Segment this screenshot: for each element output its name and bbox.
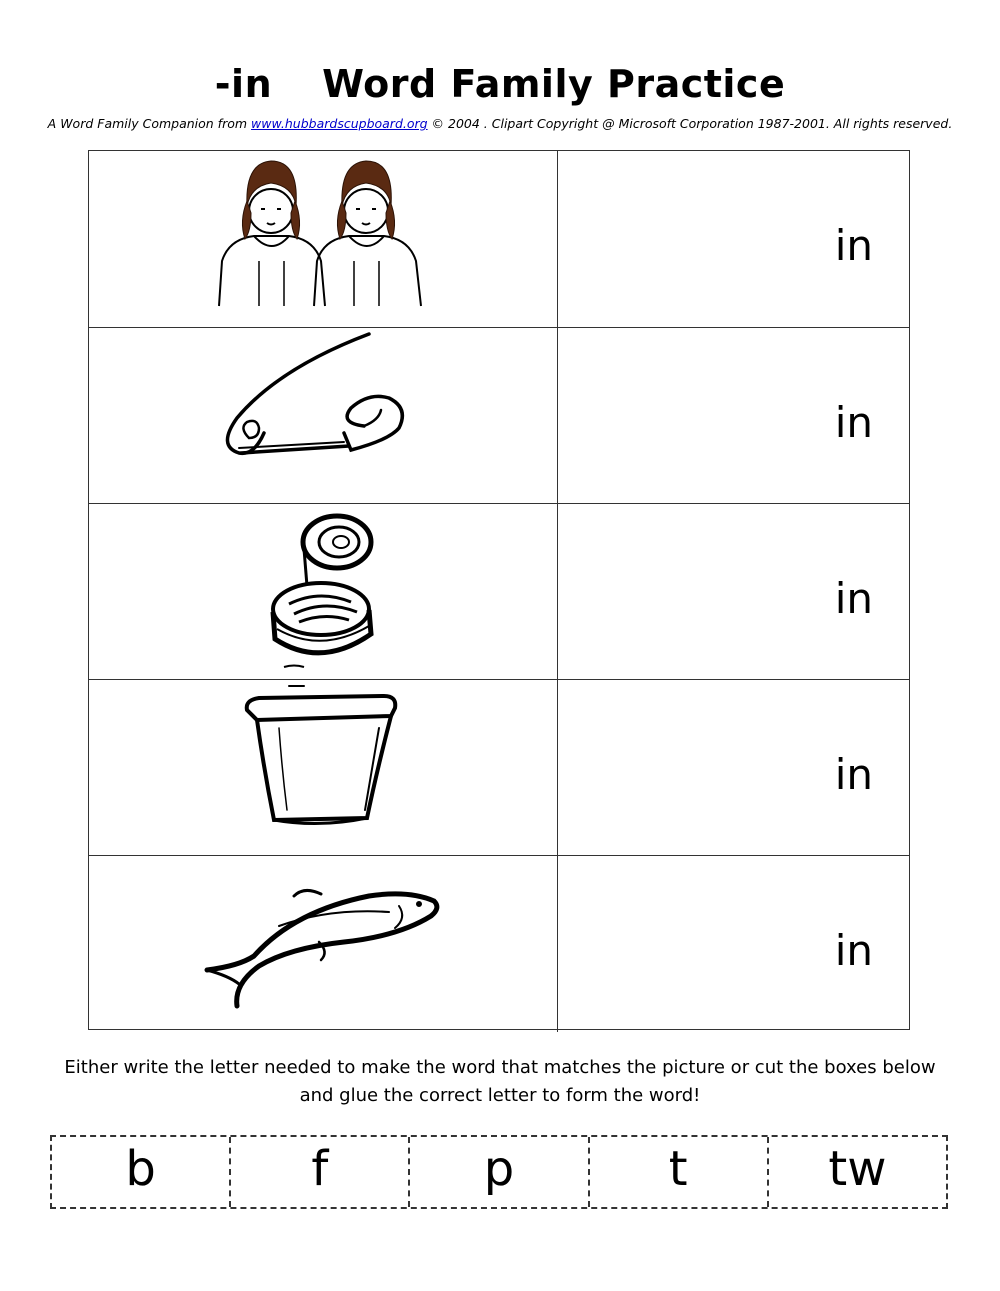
letter-box[interactable]: f	[231, 1137, 410, 1207]
page-title	[0, 62, 1000, 106]
title-text: Word Family Practice	[322, 62, 786, 106]
picture-cell	[89, 856, 558, 1032]
answer-cell[interactable]	[558, 504, 909, 680]
practice-row	[89, 679, 909, 856]
word-ending: in	[834, 398, 873, 447]
answer-cell[interactable]	[558, 856, 909, 1032]
credit-line	[0, 116, 1000, 131]
word-ending: in	[834, 221, 873, 270]
practice-row	[89, 503, 909, 680]
credit-suffix: © 2004 . Clipart Copyright @ Microsoft Corporation 1987-2001. All rights reserved.	[427, 116, 953, 131]
letter-cutouts	[50, 1135, 948, 1209]
picture-cell	[89, 504, 558, 680]
letter-box[interactable]: tw	[828, 1141, 887, 1197]
practice-row	[89, 855, 909, 1032]
letter-box[interactable]: t	[590, 1137, 769, 1207]
instructions-text: Either write the letter needed to make the word that matches the picture or cut the boxes below and glue the correct letter to form the word!	[64, 1057, 936, 1106]
bin-icon	[89, 680, 557, 856]
practice-row	[89, 327, 909, 504]
credit-prefix: A Word Family Companion from	[47, 116, 252, 131]
tin-can-icon	[89, 504, 557, 680]
answer-cell[interactable]	[558, 680, 909, 856]
practice-row	[89, 151, 909, 327]
safety-pin-icon	[89, 328, 557, 504]
fish-icon	[89, 856, 557, 1032]
word-ending: in	[834, 926, 873, 975]
twins-icon	[89, 151, 557, 327]
picture-cell	[89, 680, 558, 856]
answer-cell[interactable]	[558, 328, 909, 504]
picture-cell	[89, 151, 558, 327]
credit-link[interactable]: www.hubbardscupboard.org	[251, 116, 428, 131]
letter-box[interactable]: b	[52, 1137, 231, 1207]
letter-box[interactable]: p	[410, 1137, 589, 1207]
word-ending: in	[834, 750, 873, 799]
practice-grid	[88, 150, 910, 1030]
answer-cell[interactable]	[558, 151, 909, 327]
word-ending: in	[834, 574, 873, 623]
title-suffix: -in	[214, 62, 273, 106]
picture-cell	[89, 328, 558, 504]
